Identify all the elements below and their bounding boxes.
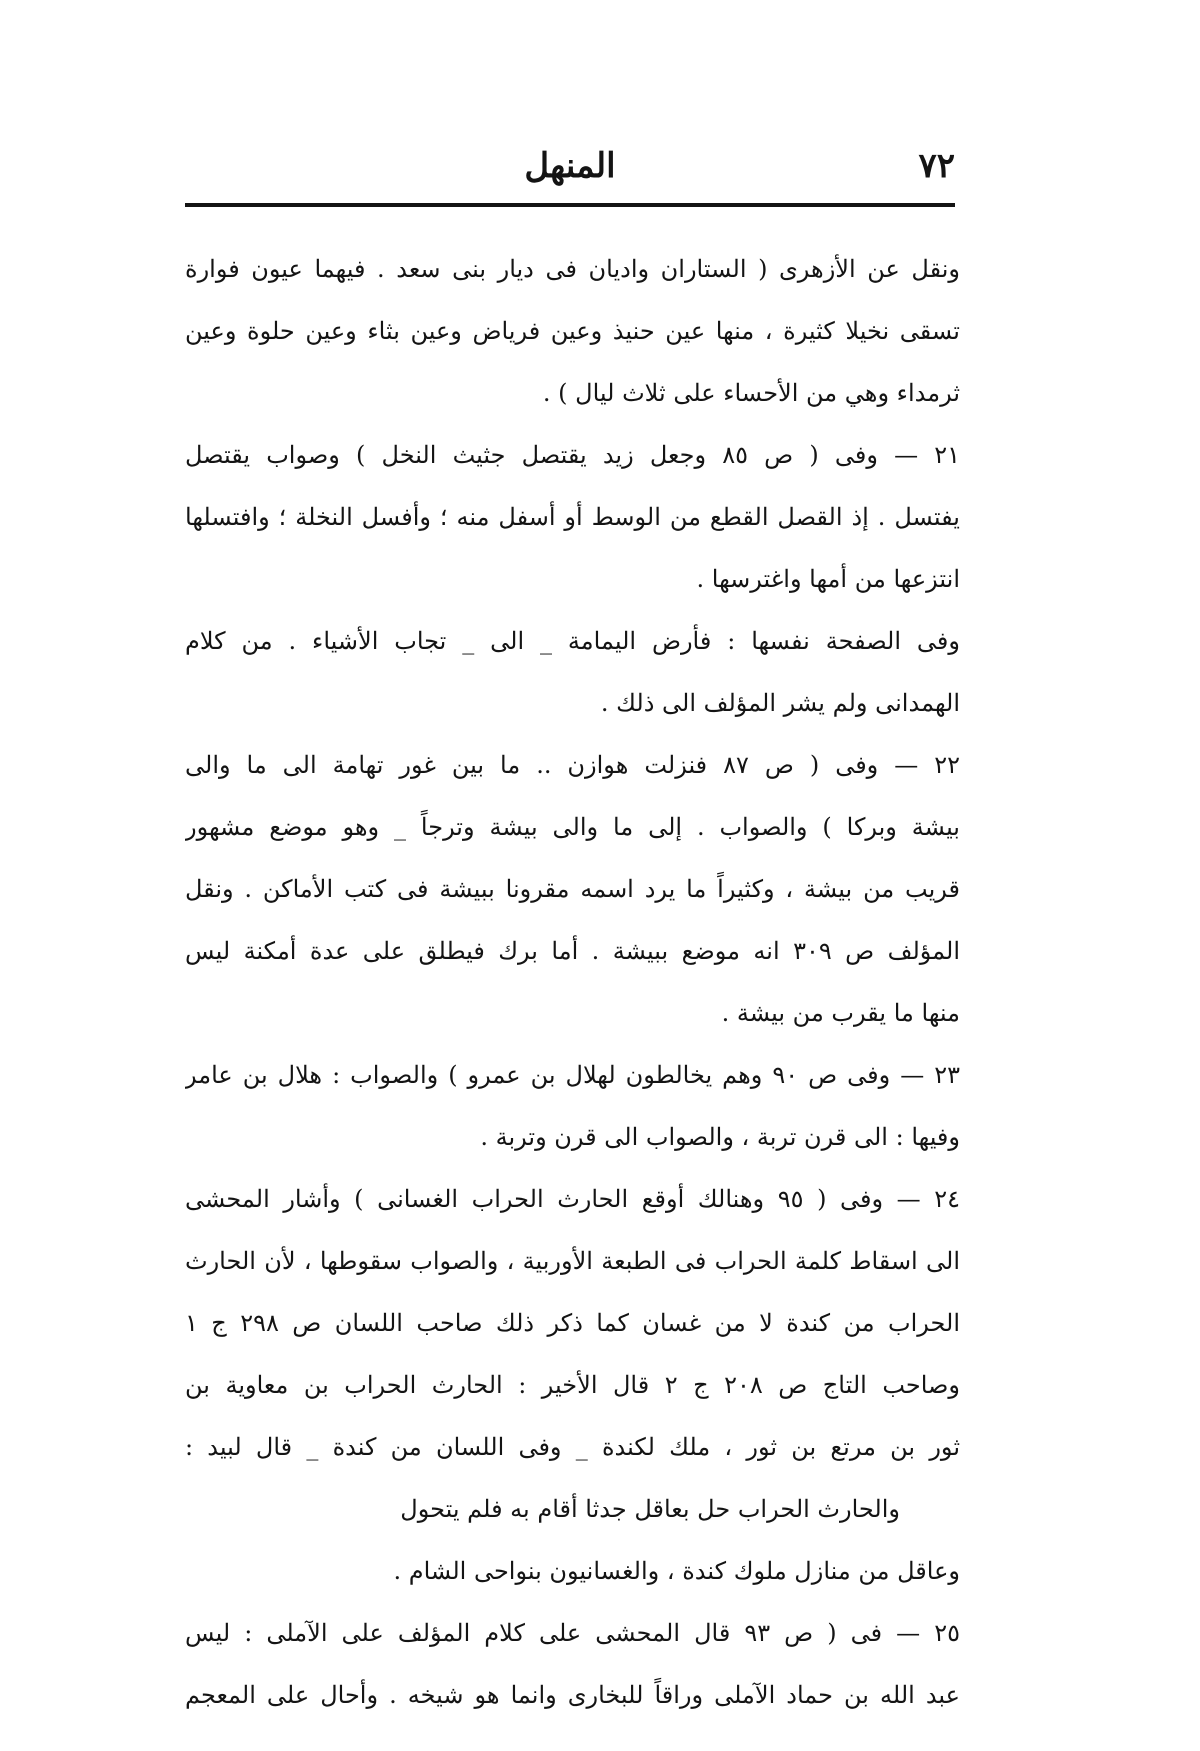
text-line: الحراب من كندة لا من غسان كما ذكر ذلك صاحب اللسان ص ٢٩٨ ج ١ xyxy=(185,1309,960,1337)
page-number: ٧٢ xyxy=(918,146,955,186)
text-line: وصاحب التاج ص ٢٠٨ ج ٢ قال الأخير : الحارث الحراب بن معاوية بن xyxy=(185,1371,960,1399)
text-line: بيشة وبركا ) والصواب . إلى ما والى بيشة وترجاً _ وهو موضع مشهور xyxy=(185,813,960,841)
text-line: وعاقل من منازل ملوك كندة ، والغسانيون بنواحى الشام . xyxy=(393,1557,960,1585)
text-line: ٢٢ — وفى ( ص ٨٧ فنزلت هوازن .. ما بين غور تهامة الى ما والى xyxy=(185,751,960,779)
body-text xyxy=(185,238,960,1726)
text-line: ثرمداء وهي من الأحساء على ثلاث ليال ) . xyxy=(542,379,960,407)
text-line: ٢٤ — وفى ( ٩٥ وهنالك أوقع الحارث الحراب الغسانى ) وأشار المحشى xyxy=(185,1185,960,1213)
text-line: المؤلف ص ٣٠٩ انه موضع ببيشة . أما برك فيطلق على عدة أمكنة ليس xyxy=(185,937,960,965)
text-line: وفى الصفحة نفسها : فأرض اليمامة _ الى _ تجاب الأشياء . من كلام xyxy=(185,627,960,655)
running-title: المنهل xyxy=(524,146,616,186)
text-line: ٢١ — وفى ( ص ٨٥ وجعل زيد يقتصل جثيث النخل ) وصواب يقتصل xyxy=(185,441,960,469)
text-line: انتزعها من أمها واغترسها . xyxy=(696,565,960,593)
text-line: الى اسقاط كلمة الحراب فى الطبعة الأوربية ، والصواب سقوطها ، لأن الحارث xyxy=(185,1247,960,1275)
page-header xyxy=(185,140,955,190)
text-line: وفيها : الى قرن تربة ، والصواب الى قرن وتربة . xyxy=(480,1123,960,1151)
text-line: ثور بن مرتع بن ثور ، ملك لكندة _ وفى اللسان من كندة _ قال لبيد : xyxy=(185,1433,960,1461)
text-line: قريب من بيشة ، وكثيراً ما يرد اسمه مقرونا ببيشة فى كتب الأماكن . ونقل xyxy=(185,875,960,903)
text-line: الهمدانى ولم يشر المؤلف الى ذلك . xyxy=(600,689,960,717)
header-rule xyxy=(185,203,955,207)
text-line: يفتسل . إذ القصل القطع من الوسط أو أسفل منه ؛ وأفسل النخلة ؛ وافتسلها xyxy=(185,503,960,531)
text-line: ونقل عن الأزهرى ( الستاران واديان فى ديار بنى سعد . فيهما عيون فوارة xyxy=(185,255,960,283)
text-line: منها ما يقرب من بيشة . xyxy=(721,999,960,1027)
text-line: ٢٣ — وفى ص ٩٠ وهم يخالطون لهلال بن عمرو ) والصواب : هلال بن عامر xyxy=(185,1061,960,1089)
text-line: تسقى نخيلا كثيرة ، منها عين حنيذ وعين فرياض وعين بثاء وعين حلوة وعين xyxy=(185,317,960,345)
verse-line: والحارث الحراب حل بعاقل جدثا أقام به فلم يتحول xyxy=(400,1495,900,1523)
text-line: ٢٥ — فى ( ص ٩٣ قال المحشى على كلام المؤلف على الآملى : ليس xyxy=(185,1619,960,1647)
text-line: عبد الله بن حماد الآملى وراقاً للبخارى وانما هو شيخه . وأحال على المعجم xyxy=(185,1681,960,1709)
